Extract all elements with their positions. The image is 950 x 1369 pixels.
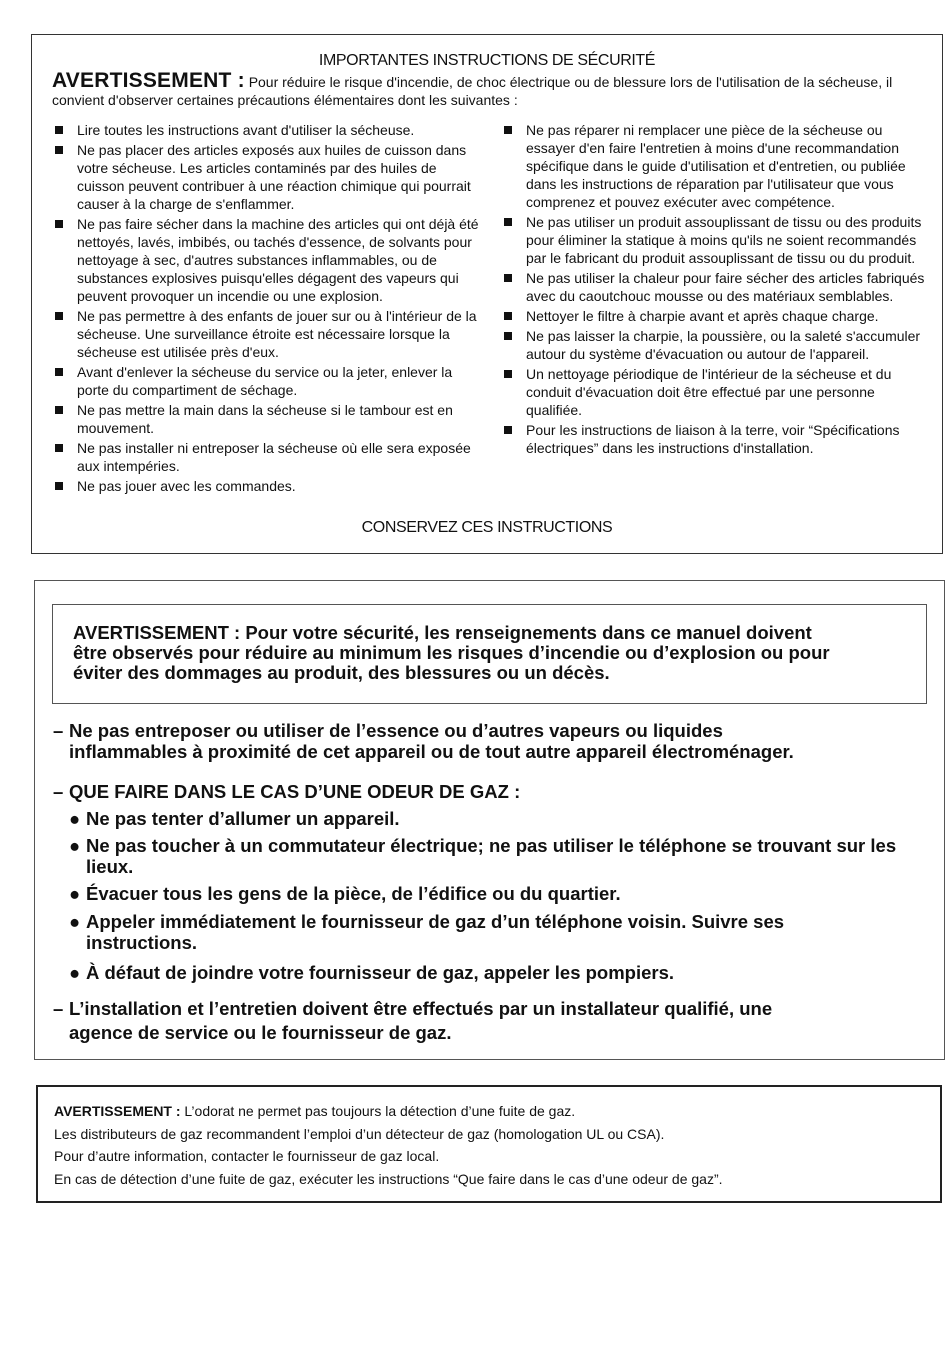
list-item-text: Pour les instructions de liaison à la terre, voir “Spécifications électriques” dans les instructions d'installation. [526, 422, 900, 456]
list-item [501, 307, 933, 325]
detection-line: Pour d’autre information, contacter le fournisseur de gaz local. [54, 1148, 440, 1164]
square-bullet-icon [504, 126, 512, 134]
list-item-text: Lire toutes les instructions avant d'utiliser la sécheuse. [77, 122, 415, 138]
square-bullet-icon [55, 146, 63, 154]
gas-step [69, 808, 919, 829]
gas-odor-heading [53, 781, 933, 802]
detection-line [54, 1100, 940, 1123]
list-item-text: Un nettoyage périodique de l'intérieur de la sécheuse et du conduit d'évacuation doit être effectué par une personne qualifiée. [526, 366, 892, 418]
list-item [52, 439, 482, 475]
gas-step-text: Ne pas toucher à un commutateur électrique; ne pas utiliser le téléphone se trouvant sur les lieux. [86, 835, 897, 877]
right-precautions-list [501, 121, 933, 459]
left-precautions-list [52, 121, 482, 497]
safety-instructions-box [31, 34, 943, 554]
round-bullet-icon: ● [69, 883, 81, 904]
list-item [501, 269, 933, 305]
warning-label: AVERTISSEMENT : [54, 1103, 181, 1119]
gas-step-text: À défaut de joindre votre fournisseur de gaz, appeler les pompiers. [86, 962, 675, 983]
install-line: L’installation et l’entretien doivent être effectués par un installateur qualifié, une [69, 998, 773, 1019]
list-item [52, 363, 482, 399]
installation-warning [53, 998, 933, 1043]
save-instructions-footer: CONSERVEZ CES INSTRUCTIONS [361, 519, 613, 536]
list-item-text: Ne pas jouer avec les commandes. [77, 478, 296, 494]
storage-warning [53, 720, 933, 762]
list-item-text: Ne pas permettre à des enfants de jouer sur ou à l'intérieur de la sécheuse. Une surveillance étroite est nécessaire lorsque la sécheuse est utilisée près d'eux. [77, 308, 477, 360]
intro-text: Pour réduire le risque d'incendie, de choc électrique ou de blessure lors de l'utilisation de la sécheuse, il convient d'observer certaines précautions élémentaires dont les suivantes : [52, 74, 893, 108]
list-item [52, 121, 482, 139]
square-bullet-icon [504, 274, 512, 282]
square-bullet-icon [55, 312, 63, 320]
gas-heading-text: QUE FAIRE DANS LE CAS D’UNE ODEUR DE GAZ : [69, 781, 521, 802]
list-item [52, 477, 482, 495]
list-item-text: Avant d'enlever la sécheuse du service ou la jeter, enlever la porte du compartiment de séchage. [77, 364, 453, 398]
safety-warning-banner [52, 604, 927, 704]
square-bullet-icon [55, 220, 63, 228]
dash-marker: – [53, 781, 64, 802]
warning-label: AVERTISSEMENT : [52, 69, 245, 92]
dash-marker: – [53, 998, 64, 1019]
square-bullet-icon [504, 218, 512, 226]
list-item [501, 121, 933, 211]
list-item-text: Ne pas utiliser un produit assouplissant de tissu ou des produits pour éliminer la statique à moins qu'ils ne soient recommandés par le fabricant du produit assouplissant de tissu ou du produit. [526, 214, 922, 266]
list-item-text: Ne pas utiliser la chaleur pour faire sécher des articles fabriqués avec du caoutchouc mousse ou des matériaux semblables. [526, 270, 925, 304]
list-item [52, 307, 482, 361]
warning-line: éviter des dommages au produit, des blessures ou un décès. [73, 662, 610, 683]
square-bullet-icon [55, 444, 63, 452]
gas-step-text: Appeler immédiatement le fournisseur de gaz d’un téléphone voisin. Suivre ses instructions. [86, 911, 785, 953]
list-item [52, 401, 482, 437]
round-bullet-icon: ● [69, 835, 81, 856]
install-line: agence de service ou le fournisseur de gaz. [69, 1022, 452, 1043]
detection-line: Les distributeurs de gaz recommandent l’emploi d’un détecteur de gaz (homologation UL ou CSA). [54, 1125, 665, 1142]
list-item [52, 215, 482, 305]
round-bullet-icon: ● [69, 962, 81, 983]
square-bullet-icon [55, 482, 63, 490]
safety-title: IMPORTANTES INSTRUCTIONS DE SÉCURITÉ [318, 52, 656, 69]
square-bullet-icon [504, 426, 512, 434]
gas-warning-box [34, 580, 945, 1060]
list-item-text: Ne pas faire sécher dans la machine des articles qui ont déjà été nettoyés, lavés, imbibés, ou tachés d'essence, de solvants pour nettoyage à sec, d'autres substances inflammables, ou de substances explosives puisqu'elles dégagent des vapeurs qui peuvent provoquer un incendie ou une explosion. [77, 216, 479, 304]
detection-line: En cas de détection d’une fuite de gaz, exécuter les instructions “Que faire dans le cas d’une odeur de gaz”. [54, 1170, 723, 1187]
list-item-text: Ne pas laisser la charpie, la poussière, ou la saleté s'accumuler autour du système d'évacuation ou autour de l'appareil. [526, 328, 921, 362]
gas-step-text: Évacuer tous les gens de la pièce, de l’édifice ou du quartier. [86, 883, 621, 904]
list-item-text: Ne pas mettre la main dans la sécheuse si le tambour est en mouvement. [77, 402, 453, 436]
square-bullet-icon [55, 406, 63, 414]
list-item [501, 213, 933, 267]
storage-line: Ne pas entreposer ou utiliser de l’essence ou d’autres vapeurs ou liquides [69, 720, 723, 741]
gas-detection-warning-box [36, 1085, 942, 1203]
gas-step [69, 962, 919, 983]
gas-step-text: Ne pas tenter d’allumer un appareil. [86, 808, 400, 829]
square-bullet-icon [504, 370, 512, 378]
dash-marker: – [53, 720, 64, 741]
warning-line: être observés pour réduire au minimum les risques d’incendie ou d’explosion ou pour [73, 642, 830, 663]
list-item [501, 327, 933, 363]
gas-step [69, 911, 919, 953]
detection-text: L’odorat ne permet pas toujours la détection d’une fuite de gaz. [184, 1103, 576, 1119]
list-item [52, 141, 482, 213]
square-bullet-icon [504, 332, 512, 340]
square-bullet-icon [55, 126, 63, 134]
storage-line: inflammables à proximité de cet appareil ou de tout autre appareil électroménager. [69, 741, 794, 762]
square-bullet-icon [504, 312, 512, 320]
list-item-text: Ne pas placer des articles exposés aux huiles de cuisson dans votre sécheuse. Les articles contaminés par des huiles de cuisson peuvent contribuer à une réaction chimique qui pourrait causer à la charge de s'enflammer. [77, 142, 471, 212]
list-item-text: Ne pas installer ni entreposer la sécheuse où elle sera exposée aux intempéries. [77, 440, 471, 474]
square-bullet-icon [55, 368, 63, 376]
safety-intro [52, 69, 932, 109]
list-item-text: Ne pas réparer ni remplacer une pièce de la sécheuse ou essayer d'en faire l'entretien à moins d'une recommandation spécifique dans le guide d'utilisation et d'entretien, ou publiée dans les instructions de réparation par l'utilisateur que vous comprenez et pouvez exécuter avec compétence. [526, 122, 906, 210]
list-item [501, 365, 933, 419]
gas-step [69, 835, 919, 877]
gas-step [69, 883, 919, 904]
round-bullet-icon: ● [69, 808, 81, 829]
list-item-text: Nettoyer le filtre à charpie avant et après chaque charge. [526, 308, 879, 324]
warning-line: AVERTISSEMENT : Pour votre sécurité, les renseignements dans ce manuel doivent [73, 622, 812, 643]
round-bullet-icon: ● [69, 911, 81, 932]
list-item [501, 421, 933, 457]
